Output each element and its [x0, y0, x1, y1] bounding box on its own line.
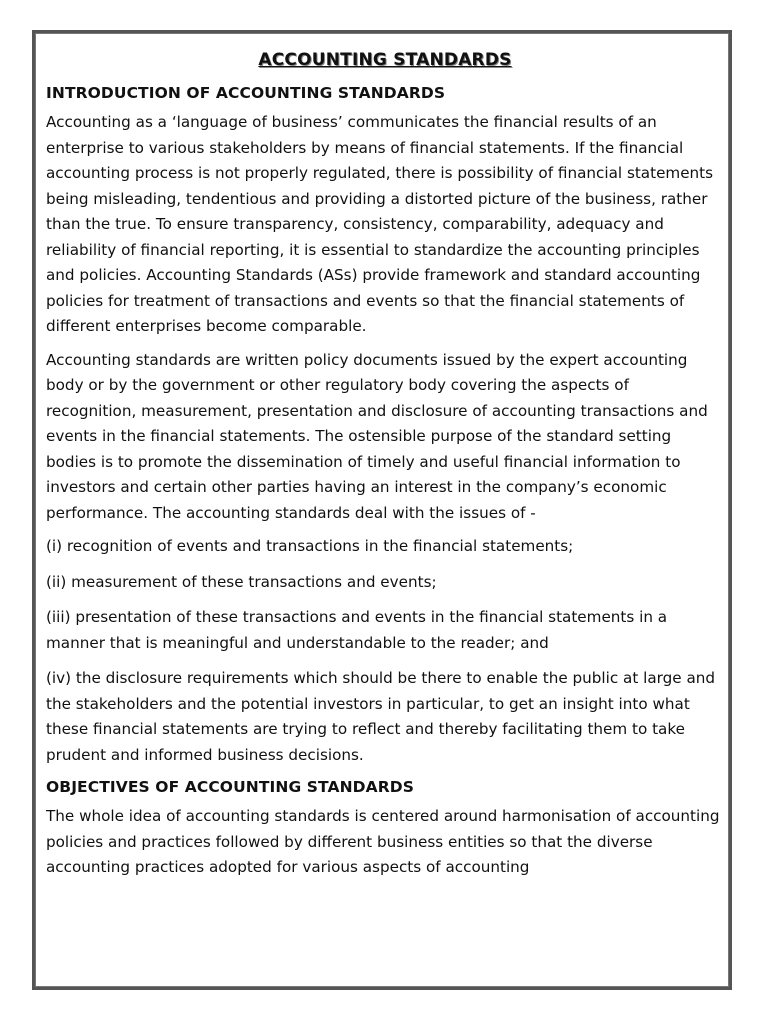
list-item: (ii) measurement of these transactions and events; [46, 572, 437, 591]
section-heading-objectives: OBJECTIVES OF ACCOUNTING STANDARDS [46, 778, 415, 796]
paragraph: Accounting as a ‘language of business’ communicates the financial results of an enterprise to various stakeholders by means of financial statements. If the financial accounting process is not properly regulated, there is possibility of financial statements being misleading, tendentious and providing a distorted picture of the business, rather than the true. To ensure transparency, consistency, comparability, adequacy and reliability of financial reporting, it is essential to standardize the accounting principles and policies. Accounting Standards (ASs) provide framework and standard accounting policies for treatment of transactions and events so that the financial statements of different enterprises become comparable. [46, 113, 714, 335]
list-item: (iv) the disclosure requirements which should be there to enable the public at large and the stakeholders and the potential investors in particular, to get an insight into what these financial statements are trying to reflect and thereby facilitating them to take prudent and informed business decisions. [46, 669, 716, 764]
section-heading-introduction: INTRODUCTION OF ACCOUNTING STANDARDS [46, 84, 446, 102]
paragraph: Accounting standards are written policy documents issued by the expert accounting body or by the government or other regulatory body covering the aspects of recognition, measurement, presentation and disclosure of accounting transactions and events in the financial statements. The ostensible purpose of the standard setting bodies is to promote the dissemination of timely and useful financial information to investors and certain other parties having an interest in the company’s economic performance. The accounting standards deal with the issues of - [46, 350, 708, 522]
document-title: ACCOUNTING STANDARDS [258, 50, 512, 70]
paragraph: The whole idea of accounting standards is centered around harmonisation of accounting policies and practices followed by different business entities so that the diverse accounting practices adopted for various aspects of accounting [46, 807, 720, 876]
list-item: (iii) presentation of these transactions and events in the financial statements in a manner that is meaningful and understandable to the reader; and [46, 608, 668, 652]
document-body [46, 50, 724, 889]
list-item: (i) recognition of events and transactions in the financial statements; [46, 537, 574, 555]
